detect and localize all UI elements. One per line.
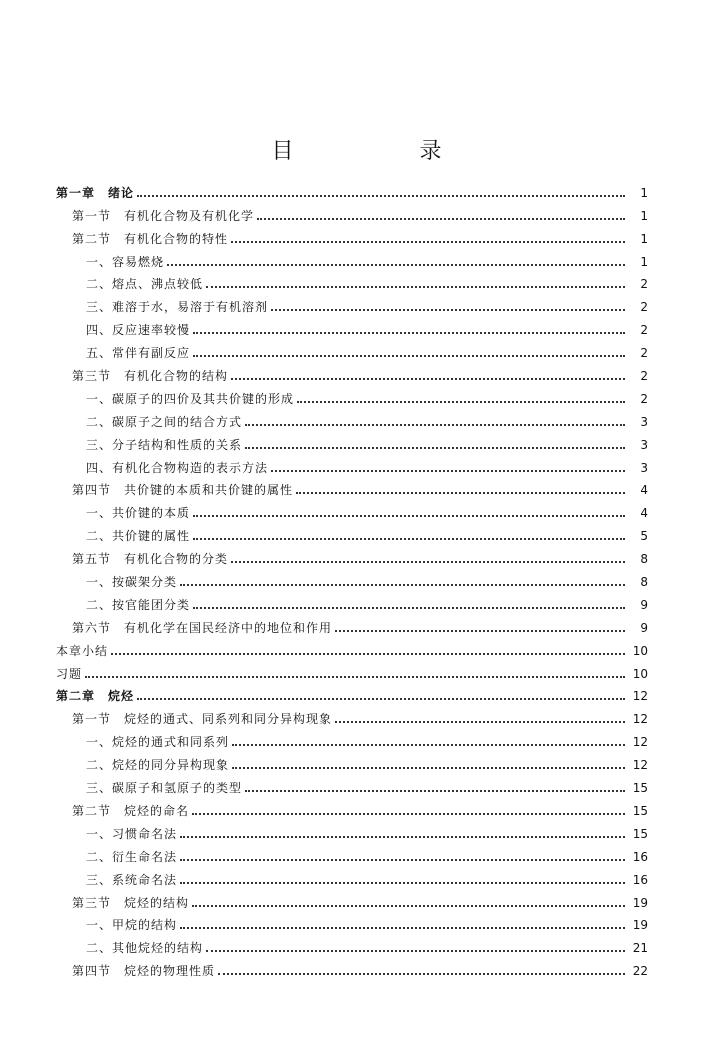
toc-leader-dots	[193, 355, 625, 357]
toc-entry-label: 本章小结	[56, 643, 109, 658]
toc-leader-dots	[296, 492, 625, 494]
toc-leader-dots	[85, 676, 625, 678]
toc-entry-page-number: 2	[640, 391, 648, 406]
toc-entry-item	[56, 497, 648, 520]
toc-entry-page-number: 2	[640, 369, 648, 384]
toc-leader-dots	[193, 538, 625, 540]
toc-entry-label: 二、按官能团分类	[86, 597, 191, 612]
toc-entry-item	[56, 406, 648, 429]
toc-entry-page-number: 2	[640, 277, 648, 292]
table-of-contents	[56, 177, 648, 978]
toc-entry-page-number: 2	[640, 323, 648, 338]
toc-leader-dots	[297, 401, 625, 403]
toc-entry-section	[56, 543, 648, 566]
toc-entry-label: 第一章 绪论	[56, 185, 135, 200]
toc-entry-page-number: 4	[640, 483, 648, 498]
toc-entry-page-number: 3	[640, 460, 648, 475]
toc-leader-dots	[335, 630, 625, 632]
toc-leader-dots	[218, 973, 625, 975]
toc-entry-chapter	[56, 681, 648, 704]
toc-leader-dots	[231, 241, 625, 243]
toc-entry-label: 第四节 烷烃的物理性质	[72, 964, 216, 979]
toc-leader-dots	[180, 927, 625, 929]
toc-entry-label: 三、分子结构和性质的关系	[86, 437, 243, 452]
toc-entry-item	[56, 383, 648, 406]
toc-entry-label: 一、容易燃烧	[86, 254, 165, 269]
toc-entry-section	[56, 200, 648, 223]
toc-leader-dots	[231, 378, 625, 380]
toc-entry-label: 习题	[56, 666, 83, 681]
toc-entry-page-number: 8	[640, 575, 648, 590]
toc-entry-page-number: 5	[640, 529, 648, 544]
toc-entry-section	[56, 475, 648, 498]
toc-entry-label: 第五节 有机化合物的分类	[72, 552, 229, 567]
toc-entry-page-number: 1	[640, 254, 648, 269]
toc-entry-item	[56, 589, 648, 612]
toc-entry-item	[56, 269, 648, 292]
toc-entry-section	[56, 360, 648, 383]
toc-entry-label: 二、熔点、沸点较低	[86, 277, 204, 292]
toc-entry-page-number: 9	[640, 620, 648, 635]
toc-leader-dots	[206, 950, 625, 952]
toc-entry-page-number: 3	[640, 437, 648, 452]
toc-entry-page-number: 2	[640, 300, 648, 315]
toc-entry-page-number: 12	[632, 758, 648, 773]
toc-leader-dots	[137, 698, 625, 700]
toc-entry-item	[56, 429, 648, 452]
toc-entry-page-number: 19	[632, 895, 648, 910]
toc-entry-section	[56, 887, 648, 910]
toc-leader-dots	[271, 470, 625, 472]
toc-entry-label: 第四节 共价键的本质和共价键的属性	[72, 483, 294, 498]
toc-entry-page-number: 15	[632, 826, 648, 841]
toc-entry-item	[56, 841, 648, 864]
toc-entry-label: 一、甲烷的结构	[86, 918, 178, 933]
toc-entry-page-number: 10	[632, 643, 648, 658]
toc-entry-label: 第二节 有机化合物的特性	[72, 231, 229, 246]
toc-entry-chapter	[56, 177, 648, 200]
toc-leader-dots	[180, 882, 625, 884]
toc-entry-item	[56, 566, 648, 589]
toc-leader-dots	[192, 905, 625, 907]
toc-entry-label: 四、反应速率较慢	[86, 323, 191, 338]
toc-entry-label: 三、难溶于水，易溶于有机溶剂	[86, 300, 269, 315]
toc-entry-page-number: 3	[640, 414, 648, 429]
toc-entry-section	[56, 795, 648, 818]
toc-leader-dots	[245, 790, 625, 792]
toc-entry-page-number: 15	[632, 803, 648, 818]
toc-leader-dots	[180, 859, 625, 861]
toc-leader-dots	[180, 584, 625, 586]
toc-leader-dots	[257, 218, 625, 220]
toc-entry-section	[56, 955, 648, 978]
toc-entry-label: 五、常伴有副反应	[86, 346, 191, 361]
toc-entry-item	[56, 864, 648, 887]
toc-entry-label: 二、衍生命名法	[86, 849, 178, 864]
toc-entry-label: 一、按碳架分类	[86, 575, 178, 590]
toc-entry-page-number: 12	[632, 735, 648, 750]
toc-entry-label: 第一节 有机化合物及有机化学	[72, 208, 255, 223]
toc-entry-label: 第二节 烷烃的命名	[72, 803, 190, 818]
toc-leader-dots	[167, 264, 625, 266]
toc-leader-dots	[193, 332, 625, 334]
toc-entry-label: 二、烷烃的同分异构现象	[86, 758, 230, 773]
toc-entry-section	[56, 703, 648, 726]
toc-entry-section	[56, 223, 648, 246]
toc-entry-label: 一、烷烃的通式和同系列	[86, 735, 230, 750]
toc-entry-page-number: 10	[632, 666, 648, 681]
toc-entry-label: 第六节 有机化学在国民经济中的地位和作用	[72, 620, 333, 635]
toc-entry-label: 四、有机化合物构造的表示方法	[86, 460, 269, 475]
toc-entry-label: 二、碳原子之间的结合方式	[86, 414, 243, 429]
toc-entry-label: 三、碳原子和氢原子的类型	[86, 781, 243, 796]
toc-entry-page-number: 4	[640, 506, 648, 521]
toc-entry-page-number: 12	[632, 689, 648, 704]
toc-entry-item	[56, 910, 648, 933]
toc-entry-item	[56, 337, 648, 360]
toc-entry-section	[56, 612, 648, 635]
toc-leader-dots	[180, 836, 625, 838]
toc-leader-dots	[245, 447, 625, 449]
toc-leader-dots	[335, 721, 625, 723]
toc-entry-page-number: 16	[632, 872, 648, 887]
toc-entry-label: 三、系统命名法	[86, 872, 178, 887]
toc-entry-misc	[56, 635, 648, 658]
toc-entry-page-number: 9	[640, 597, 648, 612]
toc-entry-page-number: 16	[632, 849, 648, 864]
toc-leader-dots	[231, 561, 625, 563]
toc-leader-dots	[206, 286, 625, 288]
toc-entry-item	[56, 291, 648, 314]
toc-entry-misc	[56, 658, 648, 681]
toc-entry-label: 一、共价键的本质	[86, 506, 191, 521]
toc-entry-item	[56, 726, 648, 749]
toc-entry-label: 第二章 烷烃	[56, 689, 135, 704]
toc-entry-item	[56, 818, 648, 841]
toc-entry-page-number: 8	[640, 552, 648, 567]
toc-leader-dots	[111, 653, 625, 655]
toc-entry-page-number: 2	[640, 346, 648, 361]
toc-entry-page-number: 12	[632, 712, 648, 727]
toc-entry-label: 第一节 烷烃的通式、同系列和同分异构现象	[72, 712, 333, 727]
toc-entry-label: 二、其他烷烃的结构	[86, 941, 204, 956]
toc-entry-page-number: 15	[632, 781, 648, 796]
toc-entry-label: 二、共价键的属性	[86, 529, 191, 544]
toc-entry-page-number: 1	[640, 185, 648, 200]
toc-entry-label: 第三节 烷烃的结构	[72, 895, 190, 910]
toc-entry-page-number: 21	[632, 941, 648, 956]
toc-entry-item	[56, 314, 648, 337]
toc-entry-label: 一、碳原子的四价及其共价键的形成	[86, 391, 295, 406]
toc-entry-item	[56, 932, 648, 955]
toc-leader-dots	[271, 309, 625, 311]
toc-entry-page-number: 22	[632, 964, 648, 979]
toc-leader-dots	[193, 515, 625, 517]
toc-entry-label: 第三节 有机化合物的结构	[72, 369, 229, 384]
toc-leader-dots	[192, 813, 625, 815]
toc-leader-dots	[137, 195, 625, 197]
toc-entry-label: 一、习惯命名法	[86, 826, 178, 841]
toc-leader-dots	[193, 607, 625, 609]
page-title: 目 录	[271, 139, 494, 164]
toc-leader-dots	[232, 744, 625, 746]
toc-entry-item	[56, 520, 648, 543]
toc-entry-page-number: 19	[632, 918, 648, 933]
toc-entry-item	[56, 749, 648, 772]
toc-entry-item	[56, 452, 648, 475]
toc-entry-item	[56, 772, 648, 795]
toc-leader-dots	[245, 424, 625, 426]
toc-leader-dots	[232, 767, 625, 769]
toc-entry-page-number: 1	[640, 231, 648, 246]
toc-entry-item	[56, 246, 648, 269]
toc-entry-page-number: 1	[640, 208, 648, 223]
